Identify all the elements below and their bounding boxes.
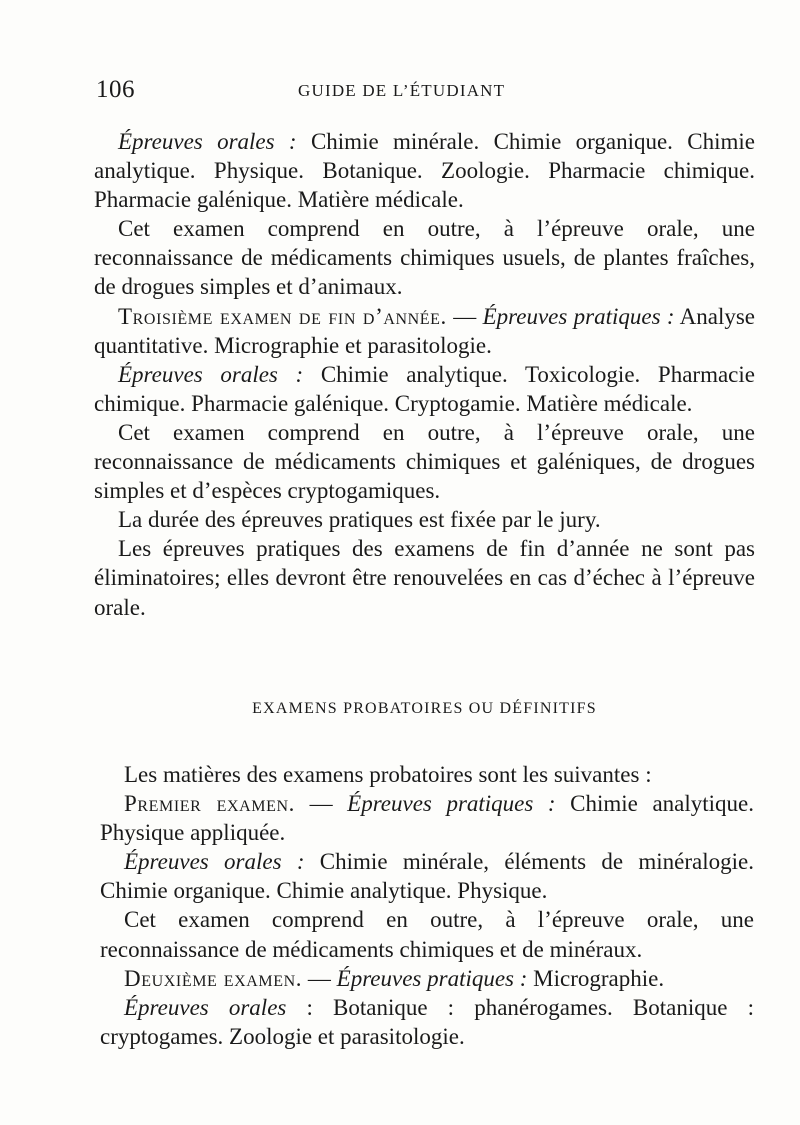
paragraph-text: Cet examen comprend en outre, à l’épreuve orale, une reconnaissance de médicaments chimiques et galéniques, de drogues simples et d’espèces cryptogamiques. xyxy=(94,419,755,504)
oral-exams-label: Épreuves orales : xyxy=(118,129,297,154)
second-exam-heading: Deuxième examen. xyxy=(124,965,303,991)
paragraph-third-exam xyxy=(94,302,755,360)
paragraph-oral-exams-third xyxy=(94,360,755,418)
paragraph-first-oral xyxy=(100,847,754,905)
paragraph-text: La durée des épreuves pratiques est fixée par le jury. xyxy=(118,507,601,533)
paragraph-text: Chimie analytique. Physique appliquée. xyxy=(100,791,754,846)
paragraph-second-exam xyxy=(100,964,754,993)
page-number: 106 xyxy=(96,76,135,103)
paragraph-text: Les matières des examens probatoires sont les suivantes : xyxy=(124,762,652,787)
paragraph-subjects-intro xyxy=(100,760,754,789)
practical-exams-label: Épreuves pratiques : xyxy=(336,965,528,991)
first-exam-heading: Premier examen. xyxy=(124,791,295,817)
section-title: EXAMENS PROBATOIRES OU DÉFINITIFS xyxy=(252,700,597,717)
paragraph-text: Micrographie. xyxy=(527,965,665,991)
third-exam-heading: Troisième examen de fin d’année. xyxy=(118,303,447,329)
em-dash: — xyxy=(446,303,483,329)
paragraph-text: Chimie minérale, éléments de minéralogie. Chimie organique. Chimie analytique. Physique. xyxy=(100,849,754,904)
running-title: GUIDE DE L’ÉTUDIANT xyxy=(298,81,506,100)
paragraph-text: Analyse quantitative. Micrographie et parasitologie. xyxy=(94,303,756,358)
running-header xyxy=(96,76,756,106)
paragraph-oral-exams-second xyxy=(94,127,755,214)
paragraph-duration xyxy=(94,505,755,534)
practical-exams-label: Épreuves pratiques : xyxy=(347,791,556,817)
paragraph-oral-recognition xyxy=(94,214,755,301)
paragraph-first-exam xyxy=(100,789,754,847)
paragraph-first-recognition xyxy=(100,905,754,963)
paragraph-text: Les épreuves pratiques des examens de fin d’année ne sont pas éliminatoires; elles devront être renouvelées en cas d’échec à l’épreuve orale. xyxy=(94,536,755,620)
paragraph-text: Chimie analytique. Toxicologie. Pharmacie chimique. Pharmacie galénique. Cryptogamie. Matière médicale. xyxy=(94,361,755,416)
oral-exams-label: Épreuves orales : xyxy=(118,361,304,387)
practical-exams-label: Épreuves pratiques : xyxy=(482,303,675,329)
em-dash: — xyxy=(295,791,348,817)
lower-text-block xyxy=(100,760,754,1051)
em-dash: — xyxy=(302,965,337,991)
upper-text-block xyxy=(94,127,755,622)
paragraph-third-recognition xyxy=(94,418,755,505)
paragraph-second-oral xyxy=(100,993,754,1051)
oral-exams-label: Épreuves orales xyxy=(124,994,287,1020)
paragraph-text: Cet examen comprend en outre, à l’épreuve orale, une reconnaissance de médicaments chimiques usuels, de plantes fraîches, de drogues simples et d’animaux. xyxy=(94,216,755,300)
paragraph-text: : Botanique : phanérogames. Botanique : cryptogames. Zoologie et parasitologie. xyxy=(100,994,754,1049)
paragraph-text: Cet examen comprend en outre, à l’épreuve orale, une reconnaissance de médicaments chimiques et de minéraux. xyxy=(100,907,754,962)
oral-exams-label: Épreuves orales : xyxy=(124,849,305,875)
paragraph-not-eliminatory xyxy=(94,534,755,621)
paragraph-text: Chimie minérale. Chimie organique. Chimie analytique. Physique. Botanique. Zoologie. Pharmacie chimique. Pharmacie galénique. Matière médicale. xyxy=(94,129,755,213)
